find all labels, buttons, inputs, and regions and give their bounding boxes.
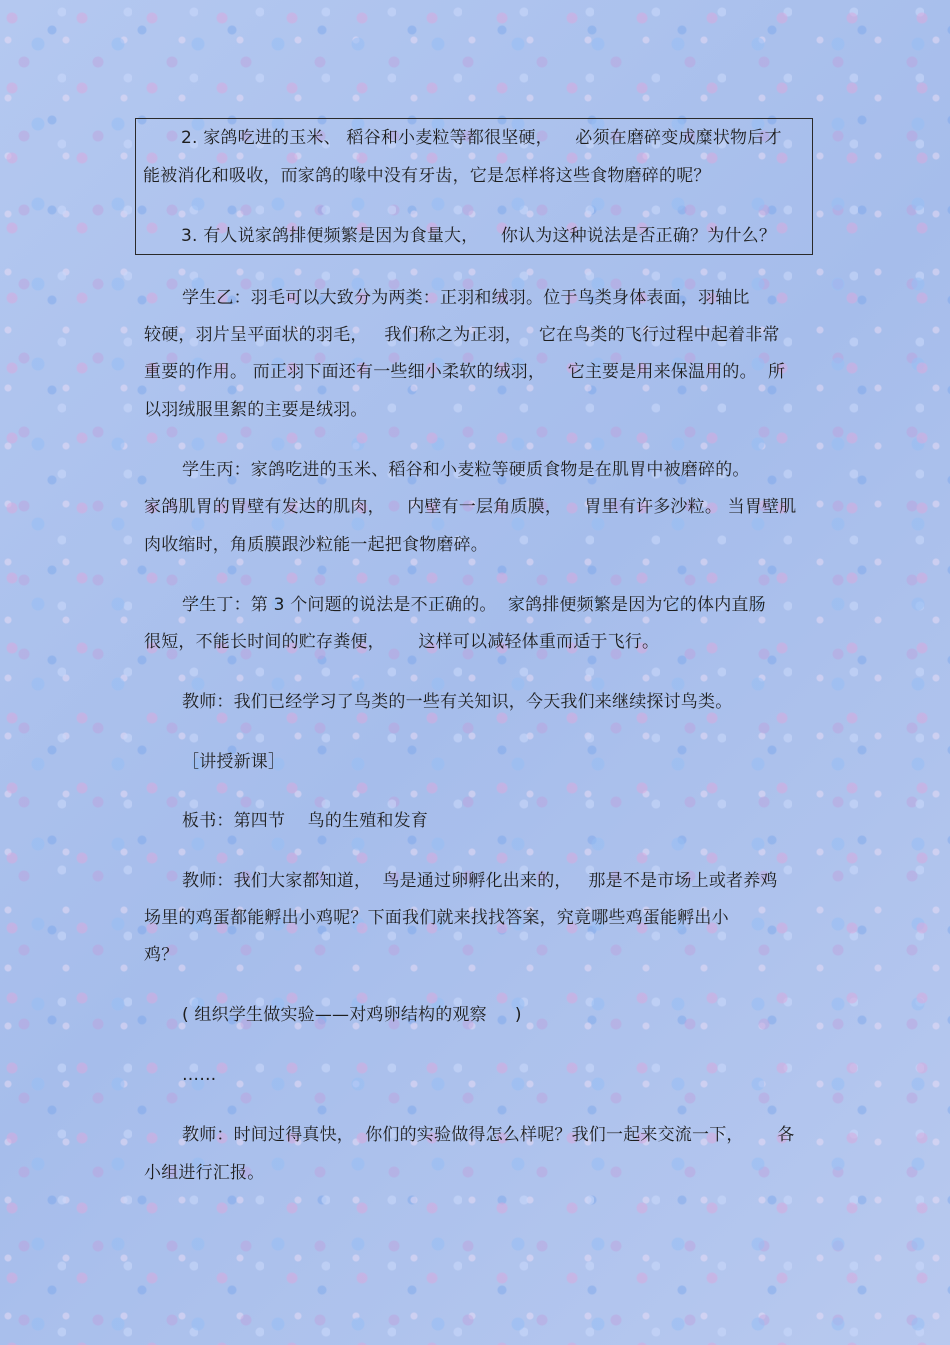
questions-box	[135, 118, 813, 255]
paragraph-student-d-line-1: 学生丁：第 3 个问题的说法是不正确的。 家鸽排便频繁是因为它的体内直肠	[182, 595, 766, 615]
paragraph-teacher-question-line-2: 场里的鸡蛋都能孵出小鸡呢？下面我们就来找找答案，究竟哪些鸡蛋能孵出小	[144, 908, 729, 928]
paragraph-teacher-intro: 教师：我们已经学习了鸟类的一些有关知识，今天我们来继续探讨鸟类。	[182, 692, 733, 712]
paragraph-student-d-line-2: 很短，不能长时间的贮存粪便， 这样可以减轻体重而适于飞行。	[144, 632, 660, 652]
question-3-line: 3. 有人说家鸽排便频繁是因为食量大， 你认为这种说法是否正确？为什么？	[181, 226, 777, 246]
paragraph-student-b-line-1: 学生乙：羽毛可以大致分为两类：正羽和绒羽。位于鸟类身体表面，羽轴比	[182, 288, 750, 308]
question-2-line-2: 能被消化和吸收，而家鸽的喙中没有牙齿，它是怎样将这些食物磨碎的呢？	[143, 166, 711, 186]
paragraph-teacher-report-line-2: 小组进行汇报。	[144, 1163, 265, 1183]
ellipsis: ……	[182, 1065, 217, 1085]
paragraph-student-c-line-1: 学生丙：家鸽吃进的玉米、稻谷和小麦粒等硬质食物是在肌胃中被磨碎的。	[182, 460, 750, 480]
paragraph-student-b-line-4: 以羽绒服里絮的主要是绒羽。	[144, 400, 368, 420]
section-new-lesson: ［讲授新课］	[182, 752, 286, 772]
paragraph-teacher-question-line-3: 鸡？	[144, 945, 179, 965]
paragraph-teacher-report-line-1: 教师：时间过得真快， 你们的实验做得怎么样呢？我们一起来交流一下， 各	[182, 1125, 795, 1145]
paragraph-student-b-line-2: 较硬，羽片呈平面状的羽毛， 我们称之为正羽， 它在鸟类的飞行过程中起着非常	[144, 325, 780, 345]
blackboard-title: 板书：第四节 鸟的生殖和发育	[182, 811, 429, 831]
paragraph-student-c-line-3: 肉收缩时，角质膜跟沙粒能一起把食物磨碎。	[144, 535, 488, 555]
experiment-note: ( 组织学生做实验——对鸡卵结构的观察 )	[182, 1005, 522, 1025]
paragraph-student-b-line-3: 重要的作用。 而正羽下面还有一些细小柔软的绒羽， 它主要是用来保温用的。 所	[144, 362, 786, 382]
paragraph-student-c-line-2: 家鸽肌胃的胃壁有发达的肌肉， 内壁有一层角质膜， 胃里有许多沙粒。 当胃壁肌	[144, 497, 797, 517]
paragraph-teacher-question-line-1: 教师：我们大家都知道， 鸟是通过卵孵化出来的， 那是不是市场上或者养鸡	[182, 871, 778, 891]
question-2-line-1: 2. 家鸽吃进的玉米、 稻谷和小麦粒等都很坚硬， 必须在磨碎变成糜状物后才	[181, 128, 782, 148]
